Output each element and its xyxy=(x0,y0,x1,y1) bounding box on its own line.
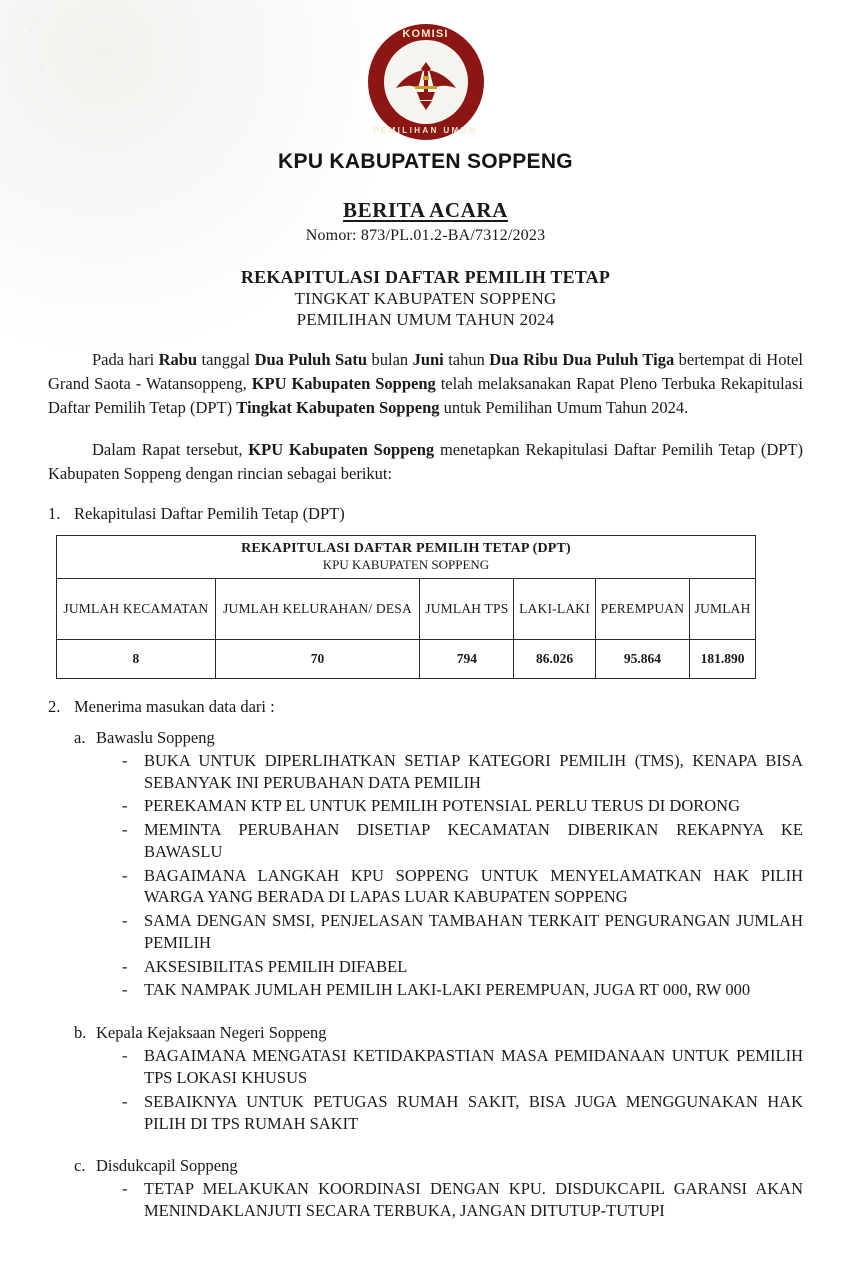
sub-item-a-title: Bawaslu Soppeng xyxy=(96,727,215,747)
paper-speck xyxy=(39,66,43,68)
dash-marker: - xyxy=(122,1091,128,1111)
p1-text-6: telah melaksanakan Rapat Pleno Terbuka Rekapitulasi Daftar Pemilih Tetap (DPT) xyxy=(48,373,803,417)
dash-marker: - xyxy=(122,796,128,816)
list-item xyxy=(48,1091,803,1135)
subject-line-2: TINGKAT KABUPATEN SOPPENG xyxy=(294,289,557,308)
list-item-1-marker: 1. xyxy=(48,503,61,523)
document-number-label: Nomor: xyxy=(305,227,357,244)
table-cell: 70 xyxy=(215,639,420,678)
table-header-row xyxy=(57,578,756,639)
sub-item-c-points xyxy=(48,1178,803,1222)
paragraph-2 xyxy=(48,438,803,486)
sub-item-a-marker: a. xyxy=(74,727,86,747)
logo-top-text: KOMISI xyxy=(402,28,449,40)
point-text: PEREKAMAN KTP EL UNTUK PEMILIH POTENSIAL PERLU TERUS DI DORONG xyxy=(144,796,740,816)
dash-marker: - xyxy=(122,956,128,976)
paper-speck xyxy=(30,30,33,33)
table-title-row xyxy=(57,535,756,557)
point-text: BAGAIMANA MENGATASI KETIDAKPASTIAN MASA PEMIDANAAN UNTUK PEMILIH TPS LOKASI KHUSUS xyxy=(144,1046,803,1087)
sub-item-c-title: Disdukcapil Soppeng xyxy=(96,1156,238,1176)
list-item xyxy=(48,865,803,909)
list-item-2 xyxy=(48,695,803,718)
p1-text-5: bertempat di Hotel Grand Saota - Watansoppeng, xyxy=(48,350,803,393)
p1-text-1: Pada hari xyxy=(92,350,159,369)
p1-bold-2: Dua Puluh Satu xyxy=(254,350,368,369)
p1-bold-1: Rabu xyxy=(158,350,198,369)
list-item xyxy=(48,979,803,1001)
point-text: TETAP MELAKUKAN KOORDINASI DENGAN KPU. DISDUKCAPIL GARANSI AKAN MENINDAKLANJUTI SECARA TERBUKA, JANGAN DITUTUP-TUTUPI xyxy=(144,1179,803,1221)
list-item xyxy=(48,910,803,954)
table-cell: 794 xyxy=(420,639,514,678)
sub-item-b-marker: b. xyxy=(74,1023,87,1043)
sub-item-c xyxy=(48,1156,803,1176)
document-number xyxy=(48,227,803,245)
rekapitulasi-table xyxy=(56,535,756,679)
list-item xyxy=(48,795,803,817)
sub-item-b xyxy=(48,1023,803,1043)
point-text: BUKA UNTUK DIPERLIHATKAN SETIAP KATEGORI PEMILIH (TMS), KENAPA BISA SEBANYAK INI PERUBAHAN DATA PEMILIH xyxy=(144,750,803,792)
kpu-logo-icon xyxy=(368,24,484,140)
list-item xyxy=(48,956,803,978)
dash-marker: - xyxy=(122,1179,128,1199)
p2-text-2: menetapkan Rekapitulasi Daftar Pemilih Tetap (DPT) Kabupaten Soppeng dengan rincian sebagai berikut: xyxy=(48,439,803,483)
table-cell: 181.890 xyxy=(690,639,756,678)
sub-item-a-points xyxy=(48,750,803,1001)
point-text: BAGAIMANA LANGKAH KPU SOPPENG UNTUK MENYELAMATKAN HAK PILIH WARGA YANG BERADA DI LAPAS LUAR KABUPATEN SOPPENG xyxy=(144,865,803,907)
logo-container xyxy=(48,24,803,140)
list-item-2-marker: 2. xyxy=(48,696,61,716)
list-item xyxy=(48,819,803,863)
p2-text-1: Dalam Rapat tersebut, xyxy=(92,439,249,459)
table-cell: 95.864 xyxy=(595,639,690,678)
table-row xyxy=(57,639,756,678)
list-item-2-text: Menerima masukan data dari : xyxy=(74,696,275,716)
table-cell: 8 xyxy=(57,639,216,678)
table-header-cell: JUMLAH xyxy=(690,578,756,639)
sub-item-b-points xyxy=(48,1045,803,1134)
p1-bold-3: Juni xyxy=(412,350,444,369)
list-item xyxy=(48,750,803,794)
p1-bold-4: Dua Ribu Dua Puluh Tiga xyxy=(489,350,675,369)
list-item-1 xyxy=(48,502,803,525)
point-text: TAK NAMPAK JUMLAH PEMILIH LAKI-LAKI PEREMPUAN, JUGA RT 000, RW 000 xyxy=(144,980,751,1000)
table-title: REKAPITULASI DAFTAR PEMILIH TETAP (DPT) xyxy=(57,535,756,557)
list-item-1-text: Rekapitulasi Daftar Pemilih Tetap (DPT) xyxy=(74,503,345,523)
table-header-cell: LAKI-LAKI xyxy=(514,578,595,639)
logo-bottom-text: PEMILIHAN UMUM xyxy=(373,126,478,135)
garuda-icon xyxy=(393,56,459,112)
sub-item-b-title: Kepala Kejaksaan Negeri Soppeng xyxy=(96,1023,327,1043)
p1-text-7: untuk Pemilihan Umum Tahun 2024. xyxy=(439,397,689,417)
table-header-cell: PEREMPUAN xyxy=(595,578,690,639)
dash-marker: - xyxy=(122,750,128,770)
dash-marker: - xyxy=(122,1046,128,1066)
list-item xyxy=(48,1045,803,1089)
paper-speck xyxy=(24,17,43,25)
sub-item-a xyxy=(48,728,803,748)
document-title: BERITA ACARA xyxy=(343,198,508,222)
dash-marker: - xyxy=(122,865,128,885)
point-text: AKSESIBILITAS PEMILIH DIFABEL xyxy=(144,956,408,976)
page-title: KPU KABUPATEN SOPPENG xyxy=(278,150,573,173)
list-item xyxy=(48,1178,803,1222)
p1-bold-6: Tingkat Kabupaten Soppeng xyxy=(236,397,440,417)
sub-item-c-marker: c. xyxy=(74,1156,86,1176)
table-header-cell: JUMLAH KECAMATAN xyxy=(57,578,216,639)
p1-text-2: tanggal xyxy=(197,350,255,369)
table-subtitle: KPU KABUPATEN SOPPENG xyxy=(57,557,756,579)
paper-speck xyxy=(52,44,54,46)
dash-marker: - xyxy=(122,820,128,840)
table-subtitle-row xyxy=(57,557,756,579)
p1-bold-5: KPU Kabupaten Soppeng xyxy=(251,373,436,393)
p2-bold-1: KPU Kabupaten Soppeng xyxy=(248,439,435,459)
subject-line-3: PEMILIHAN UMUM TAHUN 2024 xyxy=(296,310,555,329)
dash-marker: - xyxy=(122,911,128,931)
p1-text-4: tahun xyxy=(443,350,490,369)
table-header-cell: JUMLAH KELURAHAN/ DESA xyxy=(215,578,420,639)
point-text: MEMINTA PERUBAHAN DISETIAP KECAMATAN DIBERIKAN REKAPNYA KE BAWASLU xyxy=(144,820,803,861)
table-cell: 86.026 xyxy=(514,639,595,678)
table-header-cell: JUMLAH TPS xyxy=(420,578,514,639)
p1-text-3: bulan xyxy=(367,350,413,369)
dash-marker: - xyxy=(122,980,128,1000)
subject-line-1: REKAPITULASI DAFTAR PEMILIH TETAP xyxy=(240,267,611,287)
paragraph-1 xyxy=(48,348,803,420)
document-number-value: 873/PL.01.2-BA/7312/2023 xyxy=(360,227,546,244)
point-text: SAMA DENGAN SMSI, PENJELASAN TAMBAHAN TERKAIT PENGURANGAN JUMLAH PEMILIH xyxy=(144,911,803,952)
point-text: SEBAIKNYA UNTUK PETUGAS RUMAH SAKIT, BISA JUGA MENGGUNAKAN HAK PILIH DI TPS RUMAH SAKIT xyxy=(144,1091,803,1133)
